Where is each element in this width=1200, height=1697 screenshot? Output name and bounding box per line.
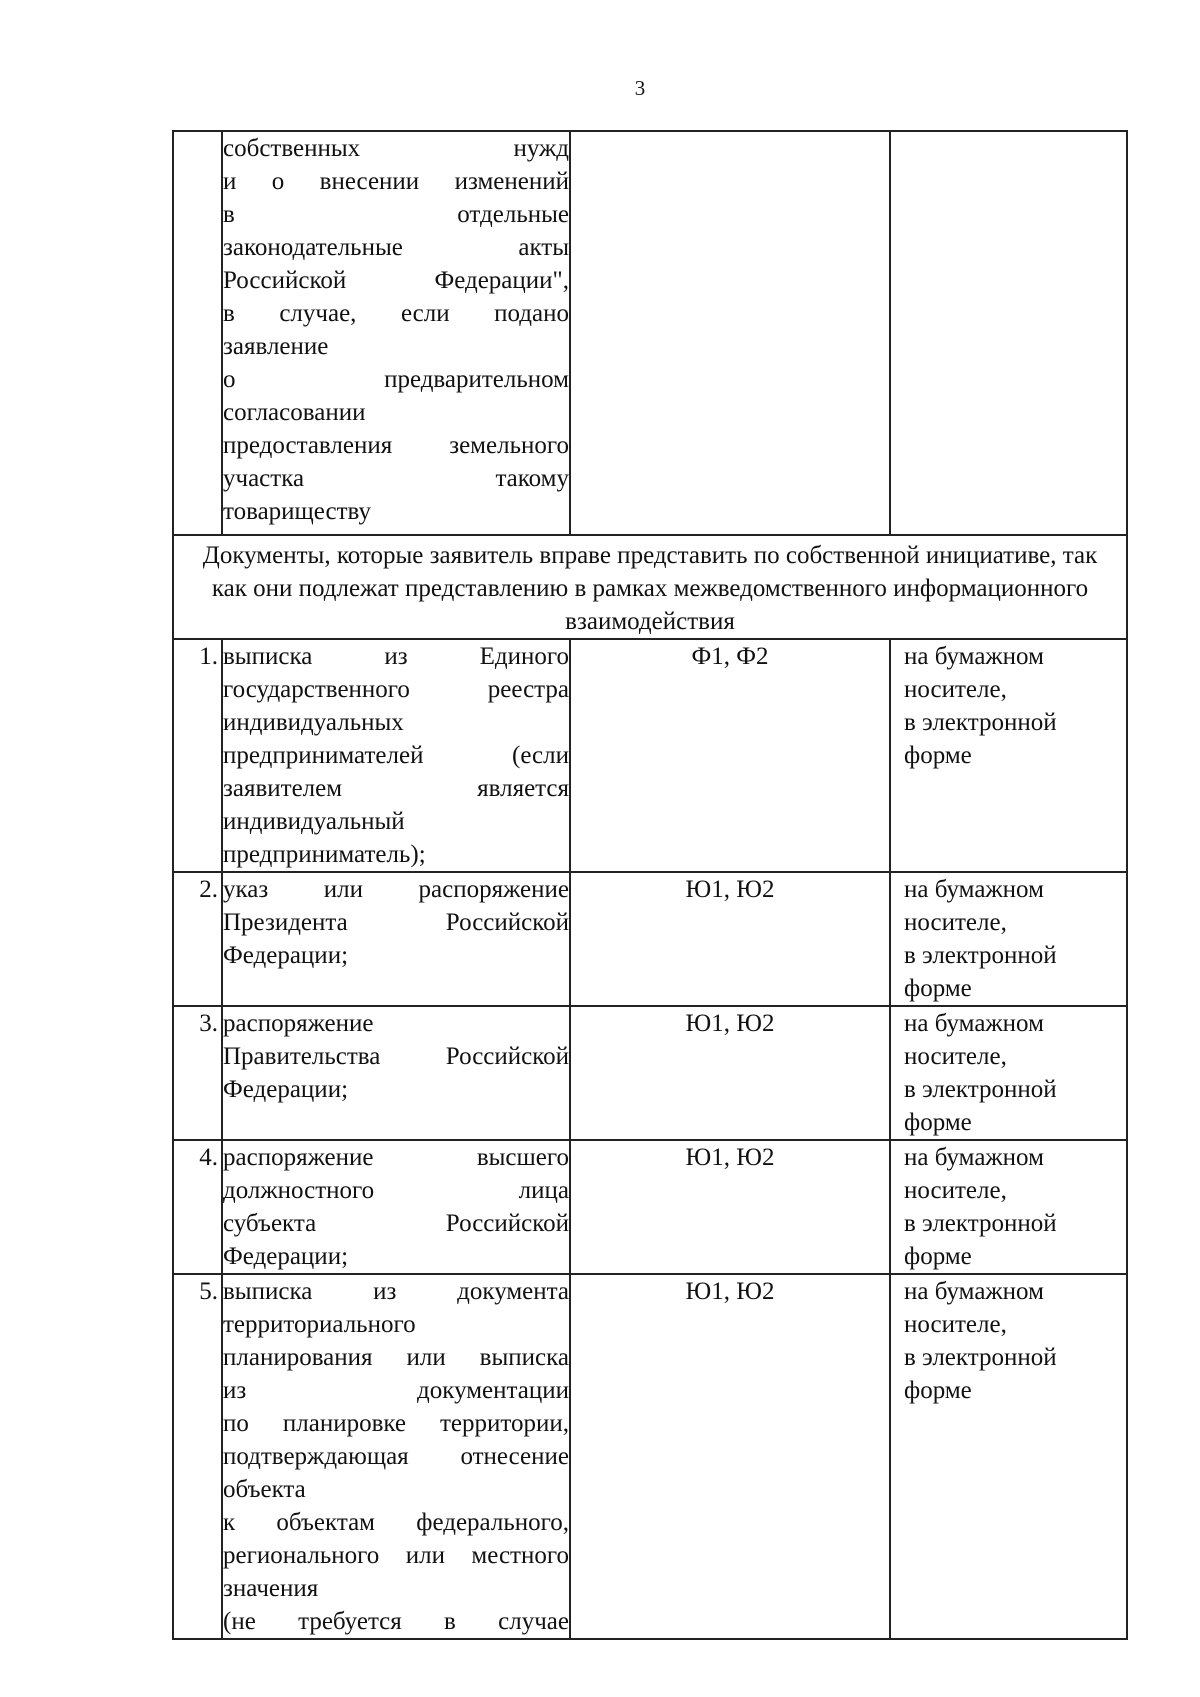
document-name-line: государственного реестра — [223, 676, 569, 703]
document-name-line: планирования или выписка — [223, 1344, 569, 1371]
document-name-cell — [222, 1140, 570, 1274]
applicant-category-cell: Ф1, Ф2 — [570, 639, 890, 872]
applicant-category-cell: Ю1, Ю2 — [570, 1140, 890, 1274]
document-name-line: Президента Российской — [223, 909, 569, 936]
document-name-line: в случае, если подано — [223, 300, 569, 327]
submission-form-line: форме — [904, 1243, 972, 1270]
row-number-cell: 3. — [173, 1006, 222, 1140]
submission-form-line: в электронной — [904, 1344, 1057, 1371]
submission-form-cell — [890, 1140, 1127, 1274]
documents-table — [172, 130, 1128, 1640]
page-number: 3 — [634, 76, 646, 100]
table-row — [173, 1274, 1127, 1639]
submission-form-cell — [890, 639, 1127, 872]
document-name-line: объекта — [223, 1476, 306, 1503]
document-name-line: территориального — [223, 1311, 416, 1338]
document-name-cell — [222, 131, 570, 535]
applicant-category-cell: Ю1, Ю2 — [570, 872, 890, 1006]
document-name-line: заявление — [223, 333, 329, 360]
document-name-line: подтверждающая отнесение — [223, 1443, 569, 1470]
document-name-line: индивидуальный — [223, 808, 405, 835]
document-name-line: Федерации; — [223, 942, 349, 969]
submission-form-line: в электронной — [904, 1076, 1057, 1103]
document-name-line: из документации — [223, 1377, 569, 1404]
document-name-line: должностного лица — [223, 1177, 569, 1204]
document-name-line: товариществу — [223, 498, 371, 525]
submission-form-line: носителе, — [904, 1043, 1007, 1070]
document-name-line: предоставления земельного — [223, 432, 569, 459]
applicant-category-cell: Ю1, Ю2 — [570, 1006, 890, 1140]
document-name-line: распоряжение высшего — [223, 1144, 569, 1171]
submission-form-line: на бумажном — [904, 1278, 1044, 1305]
submission-form-cell — [890, 1006, 1127, 1140]
document-name-line: предпринимателей (если — [223, 742, 569, 769]
document-name-line: (не требуется в случае — [223, 1608, 569, 1635]
document-name-line: Федерации; — [223, 1076, 349, 1103]
document-name-cell — [222, 639, 570, 872]
submission-form-line: на бумажном — [904, 643, 1044, 670]
document-name-line: законодательные акты — [223, 234, 569, 261]
document-name-cell — [222, 872, 570, 1006]
document-name-cell — [222, 1006, 570, 1140]
row-number-cell — [173, 131, 222, 535]
document-name-line: к объектам федерального, — [223, 1509, 569, 1536]
submission-form-line: в электронной — [904, 1210, 1057, 1237]
submission-form-cell — [890, 131, 1127, 535]
document-name-line: индивидуальных — [223, 709, 404, 736]
submission-form-line: на бумажном — [904, 876, 1044, 903]
document-name-line: о предварительном — [223, 366, 569, 393]
row-number-cell: 2. — [173, 872, 222, 1006]
applicant-category-cell: Ю1, Ю2 — [570, 1274, 890, 1639]
document-name-line: участка такому — [223, 465, 569, 492]
document-name-line: выписка из Единого — [223, 643, 569, 670]
row-number-cell: 5. — [173, 1274, 222, 1639]
submission-form-line: форме — [904, 975, 972, 1002]
document-name-line: значения — [223, 1575, 319, 1602]
table-row — [173, 639, 1127, 872]
row-number-cell: 1. — [173, 639, 222, 872]
submission-form-line: в электронной — [904, 709, 1057, 736]
document-name-line: заявителем является — [223, 775, 569, 802]
table-row — [173, 872, 1127, 1006]
document-name-cell — [222, 1274, 570, 1639]
table-row — [173, 1006, 1127, 1140]
document-name-line: регионального или местного — [223, 1542, 569, 1569]
submission-form-line: носителе, — [904, 676, 1007, 703]
table-row — [173, 535, 1127, 639]
document-name-line: в отдельные — [223, 201, 569, 228]
submission-form-cell — [890, 1274, 1127, 1639]
document-name-line: Российской Федерации", — [223, 267, 569, 294]
submission-form-line: форме — [904, 1109, 972, 1136]
document-name-line: по планировке территории, — [223, 1410, 569, 1437]
document-name-line: Федерации; — [223, 1243, 349, 1270]
submission-form-line: носителе, — [904, 1311, 1007, 1338]
submission-form-line: носителе, — [904, 1177, 1007, 1204]
section-heading: Документы, которые заявитель вправе представить по собственной инициативе, так как они подлежат представлению в рамках межведомственного информационного взаимодействия — [173, 535, 1127, 639]
applicant-category-cell — [570, 131, 890, 535]
document-name-line: согласовании — [223, 399, 366, 426]
submission-form-cell — [890, 872, 1127, 1006]
submission-form-line: на бумажном — [904, 1010, 1044, 1037]
document-name-line: Правительства Российской — [223, 1043, 569, 1070]
submission-form-line: форме — [904, 1377, 972, 1404]
submission-form-line: форме — [904, 742, 972, 769]
document-name-line: предприниматель); — [223, 841, 426, 868]
table-row — [173, 131, 1127, 535]
document-name-line: и о внесении изменений — [223, 168, 569, 195]
document-name-line: выписка из документа — [223, 1278, 569, 1305]
submission-form-line: на бумажном — [904, 1144, 1044, 1171]
document-name-line: указ или распоряжение — [223, 876, 569, 903]
document-name-line: субъекта Российской — [223, 1210, 569, 1237]
submission-form-line: носителе, — [904, 909, 1007, 936]
submission-form-line: в электронной — [904, 942, 1057, 969]
document-name-line: собственных нужд — [223, 135, 569, 162]
row-number-cell: 4. — [173, 1140, 222, 1274]
document-name-line: распоряжение — [223, 1010, 374, 1037]
table-row — [173, 1140, 1127, 1274]
